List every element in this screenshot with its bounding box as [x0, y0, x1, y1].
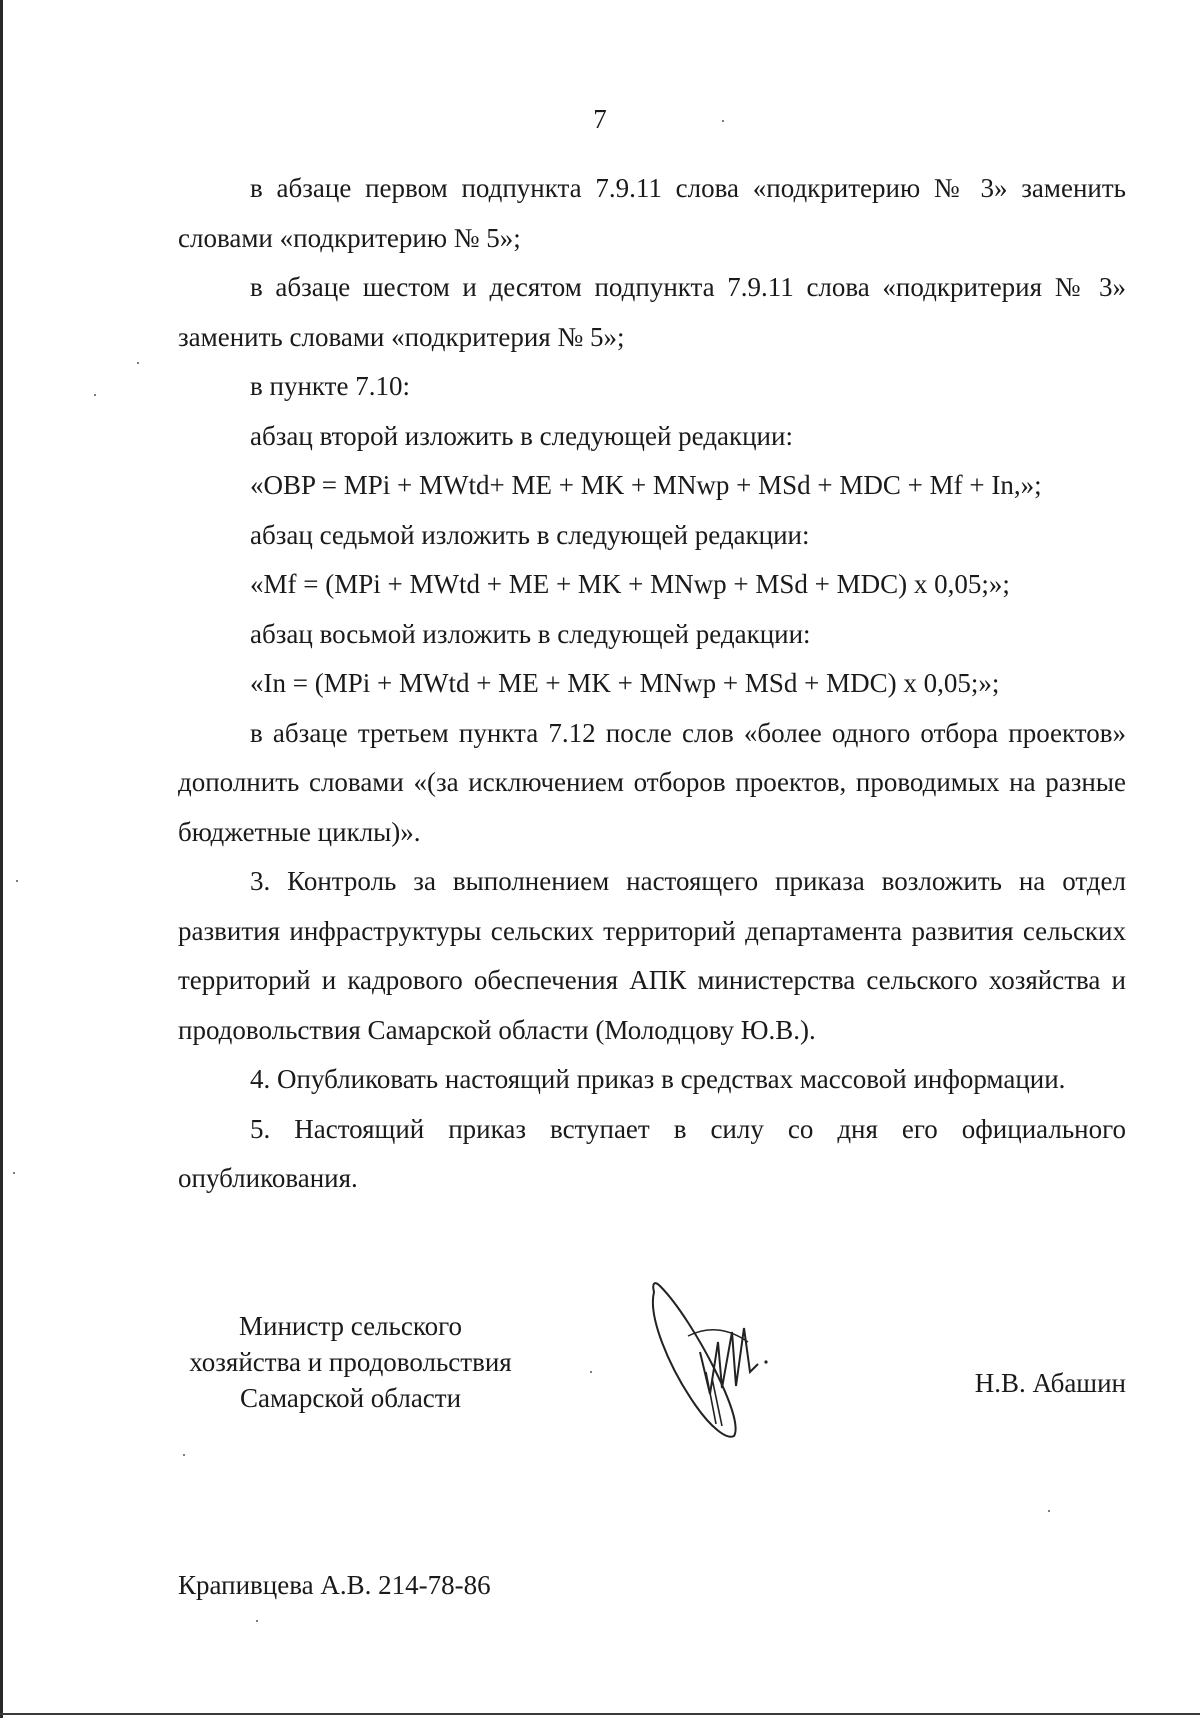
paragraph-7-12: в абзаце третьем пункта 7.12 после слов «более одного отбора проектов» дополнить словами «(за исключением отборов проектов, проводимых на разные бюджетные циклы)».	[178, 717, 1126, 847]
signatory-name: Н.В. Абашин	[974, 1368, 1126, 1398]
handwritten-signature	[648, 1276, 788, 1444]
paragraph-eighth-abzac: абзац восьмой изложить в следующей редакции:	[250, 618, 811, 649]
scan-speck	[590, 1371, 592, 1373]
paragraph-item-3: 3. Контроль за выполнением настоящего приказа возложить на отдел развития инфраструктуры сельских территорий департамента развития сельских территорий и кадрового обеспечения АПК министерства сельского хозяйства и продовольствия Самарской области (Молодцову Ю.В.).	[178, 866, 1126, 1045]
signatory-position-line2: хозяйства и продовольствия	[189, 1347, 512, 1377]
scan-speck	[183, 1454, 185, 1456]
scan-speck	[1048, 1510, 1050, 1512]
signatory-position	[178, 1308, 523, 1416]
paragraph-point-7-10: в пункте 7.10:	[250, 371, 410, 401]
executor-contact: Крапивцева А.В. 214-78-86	[178, 1570, 491, 1600]
signatory-position-line3: Самарской области	[239, 1383, 462, 1413]
paragraph-second-abzac: абзац второй изложить в следующей редакции:	[250, 420, 793, 451]
paragraph-7-9-11-sixth-tenth: в абзаце шестом и десятом подпункта 7.9.11 слова «подкритерия № 3» заменить словами «подкритерия № 5»;	[178, 272, 1126, 352]
paragraph-seventh-abzac: абзац седьмой изложить в следующей редакции:	[250, 519, 810, 550]
paragraph-7-9-11-first: в абзаце первом подпункта 7.9.11 слова «подкритерию № 3» заменить словами «подкритерию № 5»;	[178, 173, 1126, 253]
paragraph-item-5: 5. Настоящий приказ вступает в силу со дня его официального опубликования.	[178, 1113, 1126, 1193]
formula-obp: «OBP = MPi + MWtd+ ME + MK + MNwp + MSd + MDC + Mf + In,»;	[250, 470, 1042, 500]
scan-speck	[722, 120, 724, 122]
document-body	[178, 164, 1126, 1204]
scan-speck	[13, 1172, 15, 1174]
scan-speck	[94, 394, 96, 396]
scan-speck	[16, 880, 18, 882]
scan-speck	[256, 1620, 258, 1622]
signatory-position-line1: Министр сельского	[239, 1311, 462, 1341]
formula-in: «In = (MPi + MWtd + ME + MK + MNwp + MSd + MDC) x 0,05;»;	[250, 668, 1000, 698]
scan-edge-bottom	[0, 1713, 1200, 1715]
paragraph-item-4: 4. Опубликовать настоящий приказ в средствах массовой информации.	[250, 1064, 1066, 1094]
page-number: 7	[593, 104, 607, 134]
scan-edge-left	[0, 0, 3, 1718]
scan-speck	[137, 362, 139, 364]
formula-mf: «Mf = (MPi + MWtd + ME + MK + MNwp + MSd + MDC) x 0,05;»;	[250, 569, 1010, 599]
